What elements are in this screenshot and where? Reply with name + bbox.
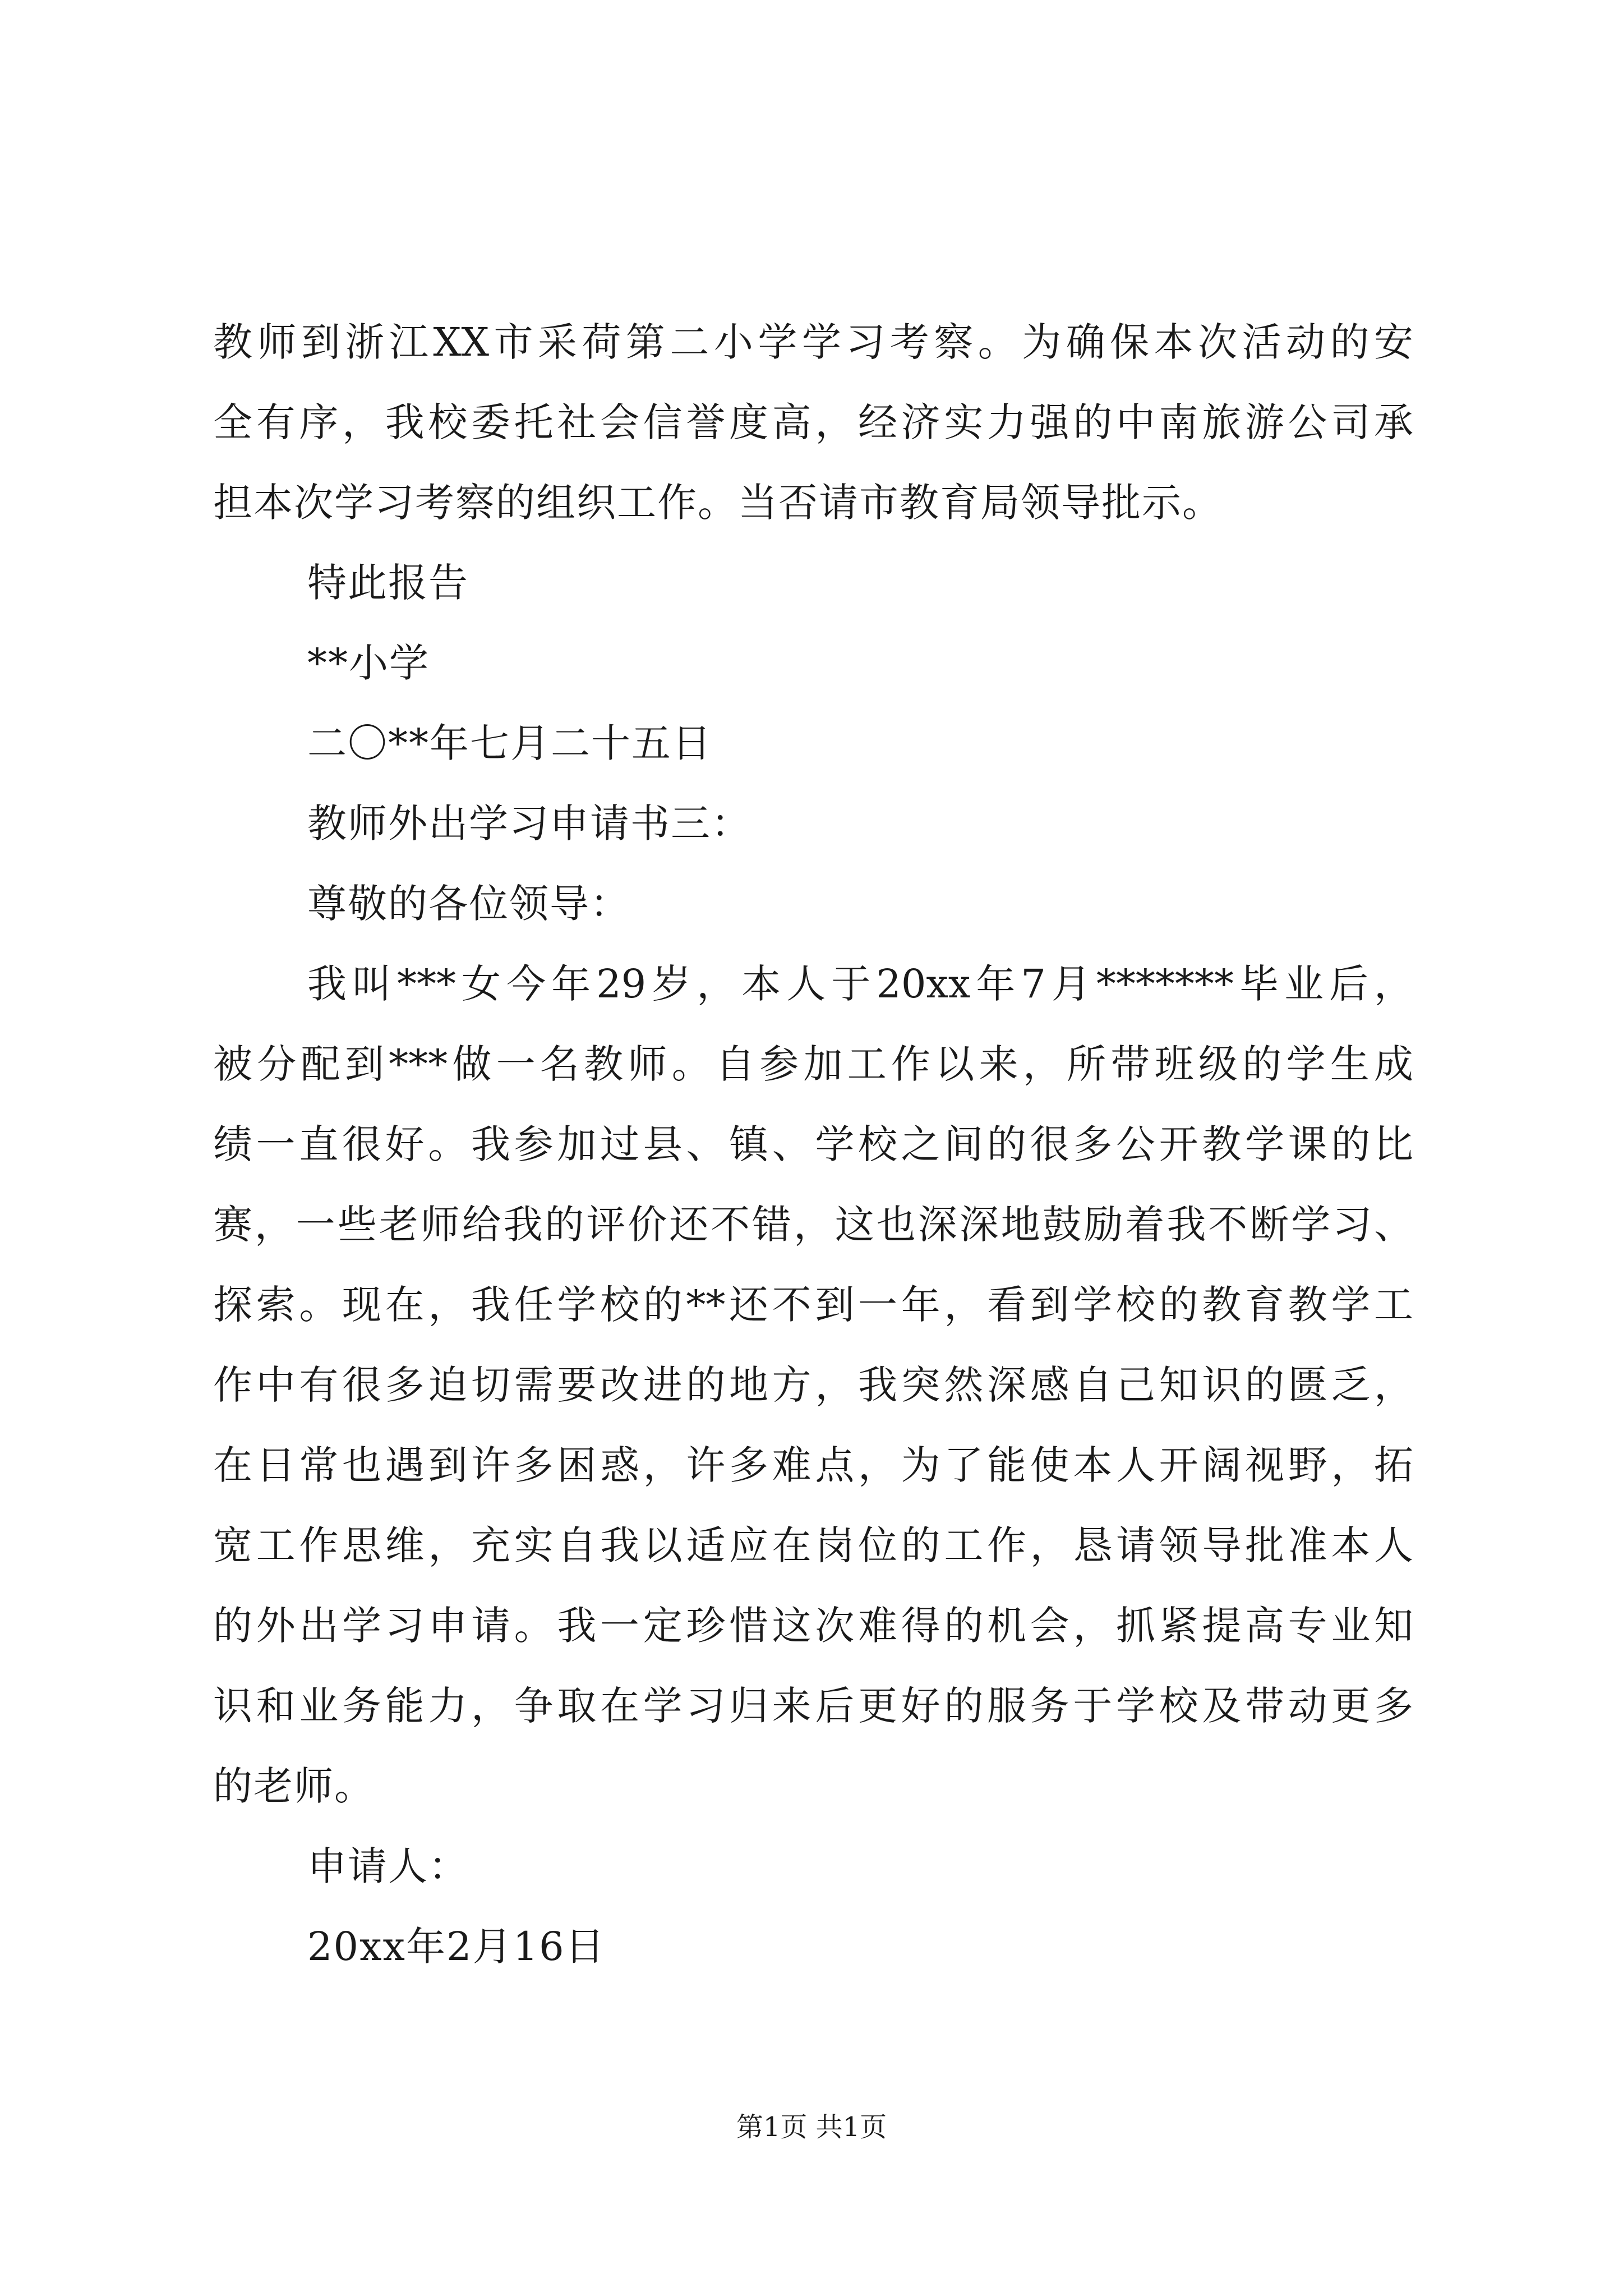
applicant-label: 申请人： (307, 1843, 469, 1889)
paragraph-1-line-3: 担本次学习考察的组织工作。当否请市教育局领导批示。 (213, 480, 1223, 526)
paragraph-2-line-11: 的老师。 (213, 1763, 375, 1809)
page-footer: 第1页 共1页 (736, 2111, 887, 2143)
closing-line: 特此报告 (307, 560, 469, 606)
paragraph-2-line-2: 被分配到***做一名教师。自参加工作以来，所带班级的学生成 (213, 1041, 1413, 1087)
paragraph-2-line-5: 探索。现在，我任学校的**还不到一年，看到学校的教育教学工 (213, 1282, 1413, 1328)
paragraph-2-line-1: 我叫***女今年29岁，本人于20xx年7月*******毕业后， (307, 961, 1413, 1007)
salutation: 尊敬的各位领导： (307, 881, 630, 927)
paragraph-2-line-7: 在日常也遇到许多困惑，许多难点，为了能使本人开阔视野，拓 (213, 1442, 1413, 1488)
report-date: 二〇**年七月二十五日 (307, 720, 712, 766)
paragraph-2-line-4: 赛，一些老师给我的评价还不错，这也深深地鼓励着我不断学习、 (213, 1202, 1413, 1248)
school-name: **小学 (307, 640, 430, 686)
paragraph-1-line-1: 教师到浙江XX市采荷第二小学学习考察。为确保本次活动的安 (213, 319, 1413, 365)
paragraph-2-line-6: 作中有很多迫切需要改进的地方，我突然深感自己知识的匮乏， (213, 1362, 1413, 1408)
paragraph-1-line-2: 全有序，我校委托社会信誉度高，经济实力强的中南旅游公司承 (213, 399, 1413, 445)
paragraph-2-line-8: 宽工作思维，充实自我以适应在岗位的工作，恳请领导批准本人 (213, 1522, 1413, 1568)
paragraph-2-line-9: 的外出学习申请。我一定珍惜这次难得的机会，抓紧提高专业知 (213, 1603, 1413, 1649)
application-date: 20xx年2月16日 (307, 1924, 606, 1970)
section-title: 教师外出学习申请书三： (307, 800, 751, 846)
paragraph-2-line-3: 绩一直很好。我参加过县、镇、学校之间的很多公开教学课的比 (213, 1121, 1413, 1167)
paragraph-2-line-10: 识和业务能力，争取在学习归来后更好的服务于学校及带动更多 (213, 1683, 1413, 1729)
